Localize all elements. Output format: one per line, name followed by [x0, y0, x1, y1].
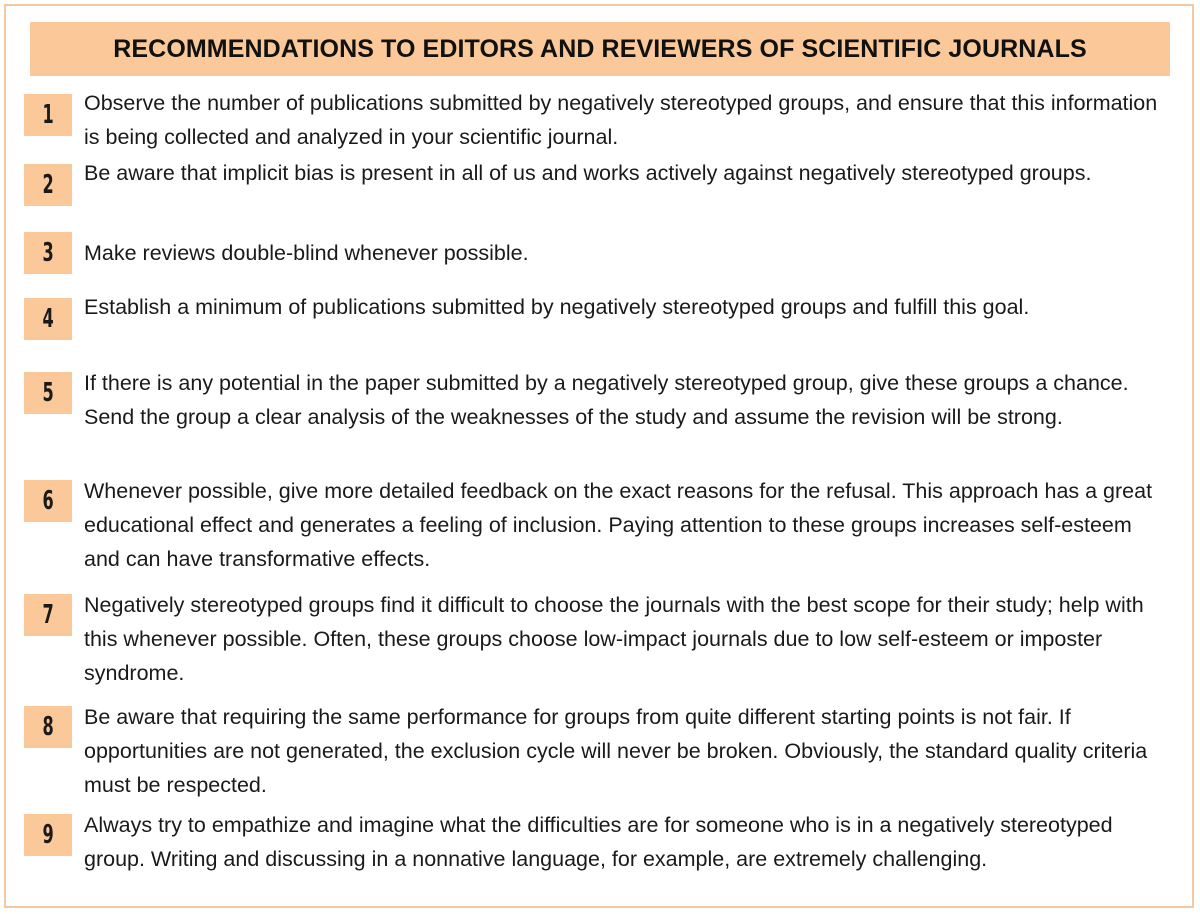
- item-number: 6: [42, 486, 54, 516]
- item-text: Observe the number of publications submitted by negatively stereotyped groups, and ensure that this information is being collected and analyzed in your scientific journal.: [84, 91, 1158, 149]
- item-text: Be aware that requiring the same performance for groups from quite different starting points is not fair. If opportunities are not generated, the exclusion cycle will never be broken. Obviously, the standard quality criteria must be respected.: [84, 705, 1148, 797]
- item-number: 9: [42, 820, 54, 850]
- page-title: RECOMMENDATIONS TO EDITORS AND REVIEWERS OF SCIENTIFIC JOURNALS: [113, 34, 1087, 63]
- number-badge-2: [24, 164, 72, 206]
- item-number: 5: [42, 378, 54, 408]
- item-text: Always try to empathize and imagine what the difficulties are for someone who is in a negatively stereotyped group. Writing and discussing in a nonnative language, for example, are extremely challenging.: [84, 813, 1113, 871]
- number-badge-3: [24, 232, 72, 274]
- number-badge-5: [24, 372, 72, 414]
- number-badge-6: [24, 480, 72, 522]
- item-number: 8: [42, 712, 54, 742]
- item-number: 1: [42, 100, 54, 130]
- item-text: Make reviews double-blind whenever possible.: [84, 241, 529, 265]
- item-text: If there is any potential in the paper submitted by a negatively stereotyped group, give these groups a chance. Send the group a clear analysis of the weaknesses of the study and assume the revision will be strong.: [84, 371, 1129, 429]
- number-badge-1: [24, 94, 72, 136]
- number-badge-7: [24, 594, 72, 636]
- number-badge-9: [24, 814, 72, 856]
- item-number: 7: [42, 600, 54, 630]
- item-text: Negatively stereotyped groups find it difficult to choose the journals with the best scope for their study; help with this whenever possible. Often, these groups choose low-impact journals due to low self-esteem or imposter syndrome.: [84, 593, 1144, 685]
- item-number: 4: [42, 304, 54, 334]
- number-badge-4: [24, 298, 72, 340]
- item-number: 2: [42, 170, 54, 200]
- item-text: Be aware that implicit bias is present in all of us and works actively against negatively stereotyped groups.: [84, 161, 1092, 185]
- item-text: Establish a minimum of publications submitted by negatively stereotyped groups and fulfill this goal.: [84, 295, 1030, 319]
- item-text: Whenever possible, give more detailed feedback on the exact reasons for the refusal. This approach has a great educational effect and generates a feeling of inclusion. Paying attention to these groups increases self-esteem and can have transformative effects.: [84, 479, 1153, 571]
- item-number: 3: [42, 238, 54, 268]
- title-banner: [30, 22, 1170, 76]
- number-badge-8: [24, 706, 72, 748]
